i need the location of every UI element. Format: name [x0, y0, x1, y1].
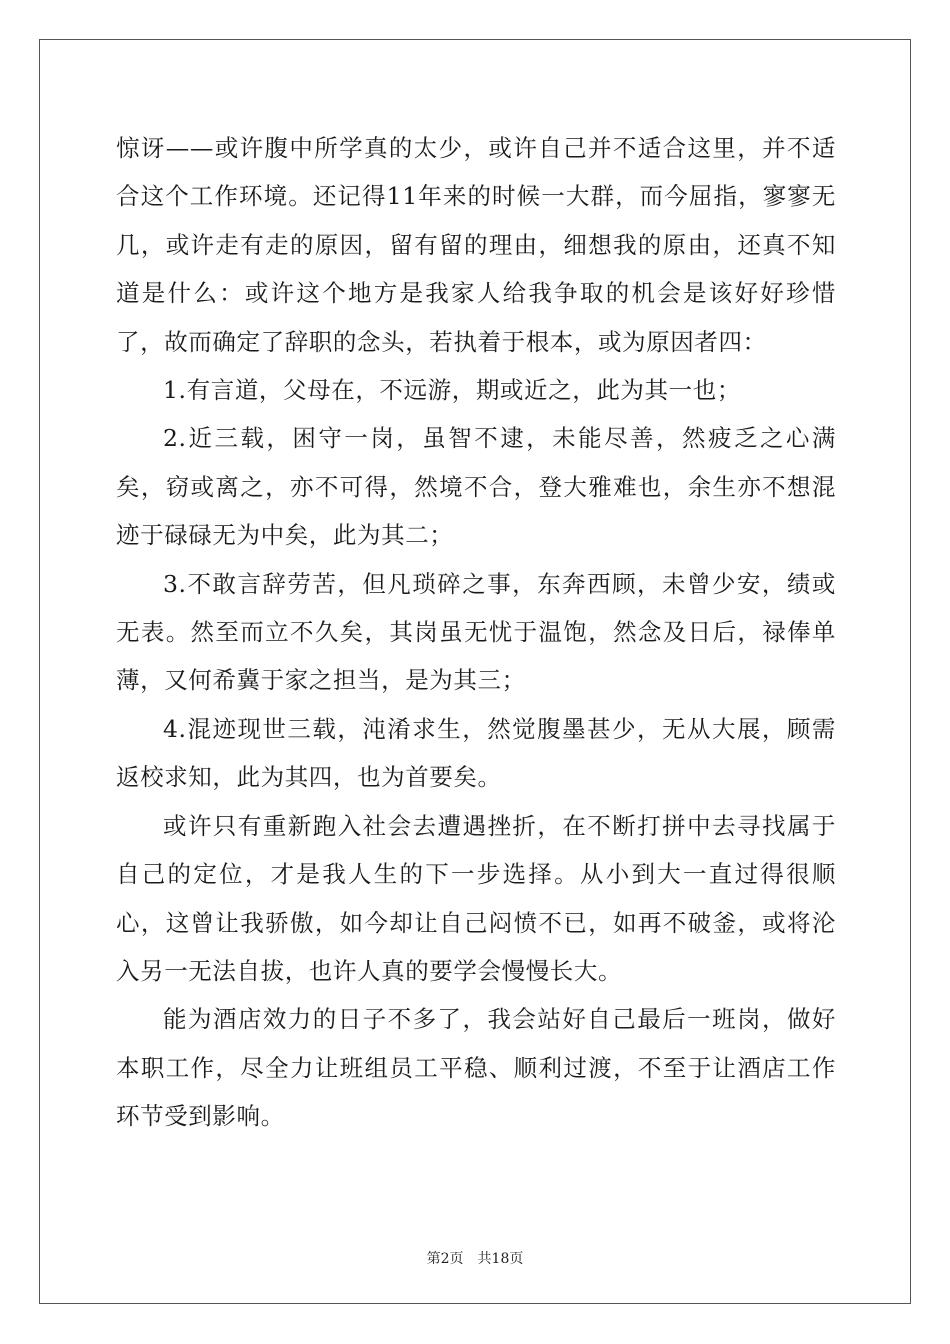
paragraph-closing: 能为酒店效力的日子不多了，我会站好自己最后一班岗，做好本职工作，尽全力让班组员工平稳、顺利过渡，不至于让酒店工作环节受到影响。 [116, 1005, 836, 1131]
paragraph-reason-3: 3.不敢言辞劳苦，但凡琐碎之事，东奔西顾，未曾少安，绩或无表。然至而立不久矣，其岗虽无忧于温饱，然念及日后，禄俸单薄，又何希冀于家之担当，是为其三； [116, 569, 836, 695]
paragraph-future: 或许只有重新跑入社会去遭遇挫折，在不断打拼中去寻找属于自己的定位，才是我人生的下一步选择。从小到大一直过得很顺心，这曾让我骄傲，如今却让自己闷愤不已，如再不破釜，或将沦入另一无法自拔，也许人真的要学会慢慢长大。 [116, 811, 836, 985]
page-footer [0, 1248, 950, 1268]
page-total: 共18页 [477, 1251, 524, 1267]
paragraph-reason-1: 1.有言道，父母在，不远游，期或近之，此为其一也； [163, 376, 741, 405]
page-number: 第2页 [426, 1251, 464, 1267]
paragraph-reason-2: 2.近三载，困守一岗，虽智不逮，未能尽善，然疲乏之心满矣，窃或离之，亦不可得，然境不合，登大雅难也，余生亦不想混迹于碌碌无为中矣，此为其二； [116, 424, 836, 550]
paragraph-reason-4: 4.混迹现世三载，沌淆求生，然觉腹墨甚少，无从大展，顾需返校求知，此为其四，也为首要矣。 [116, 714, 836, 792]
document-body [116, 124, 836, 1141]
paragraph-continued: 惊讶——或许腹中所学真的太少，或许自己并不适合这里，并不适合这个工作环境。还记得11年来的时候一大群，而今屈指，寥寥无几，或许走有走的原因，留有留的理由，细想我的原由，还真不知道是什么：或许这个地方是我家人给我争取的机会是该好好珍惜了，故而确定了辞职的念头，若执着于根本，或为原因者四： [116, 134, 836, 356]
